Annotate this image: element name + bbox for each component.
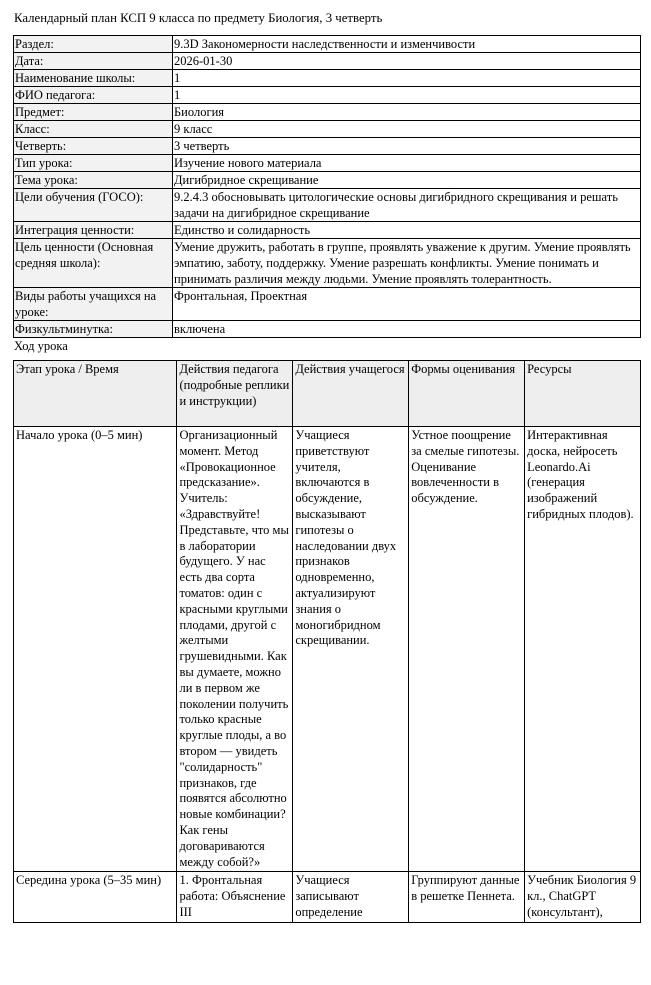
meta-label: Раздел: <box>14 36 173 53</box>
column-header: Действия педагога (подробные реплики и инструкции) <box>177 361 293 427</box>
column-header: Действия учащегося <box>293 361 409 427</box>
meta-label: Класс: <box>14 121 173 138</box>
meta-value: 9.3D Закономерности наследственности и изменчивости <box>173 36 641 53</box>
meta-value: 3 четверть <box>173 138 641 155</box>
meta-row <box>14 189 641 222</box>
meta-row <box>14 121 641 138</box>
meta-value: Изучение нового материала <box>173 155 641 172</box>
lesson-cell: Начало урока (0–5 мин) <box>14 427 177 872</box>
meta-row <box>14 87 641 104</box>
lesson-row <box>14 427 641 872</box>
meta-label: Цель ценности (Основная средняя школа): <box>14 239 173 288</box>
lesson-flow-table <box>13 360 641 923</box>
meta-label: Тема урока: <box>14 172 173 189</box>
lesson-heading: Ход урока <box>14 339 68 353</box>
lesson-cell: Учащиеся записывают определение <box>293 872 409 922</box>
lesson-header-row <box>14 361 641 427</box>
lesson-cell: Организационный момент. Метод «Провокационное предсказание». Учитель: «Здравствуйте! Представьте, что мы в лаборатории будущего. У нас есть два сорта томатов: один с красными круглыми плодами, другой с желтыми грушевидными. Как вы думаете, можно ли в первом же поколении получить только красные круглые плоды, а во втором — увидеть "солидарность" признаков, где появятся абсолютно новые комбинации? Как гены договариваются между собой?» <box>177 427 293 872</box>
lesson-meta-table <box>13 35 641 338</box>
meta-value: 9.2.4.3 обосновывать цитологические основы дигибридного скрещивания и решать задачи на дигибридное скрещивание <box>173 189 641 222</box>
meta-label: Наименование школы: <box>14 70 173 87</box>
lesson-cell: 1. Фронтальная работа: Объяснение III <box>177 872 293 922</box>
page-title: Календарный план КСП 9 класса по предмету Биология, 3 четверть <box>14 11 383 25</box>
meta-value: 1 <box>173 87 641 104</box>
meta-value: 2026-01-30 <box>173 53 641 70</box>
meta-value: Фронтальная, Проектная <box>173 288 641 321</box>
lesson-cell: Устное поощрение за смелые гипотезы. Оценивание вовлеченности в обсуждение. <box>409 427 525 872</box>
column-header: Ресурсы <box>525 361 641 427</box>
meta-row <box>14 138 641 155</box>
column-header: Формы оценивания <box>409 361 525 427</box>
meta-row <box>14 321 641 338</box>
meta-row <box>14 155 641 172</box>
meta-value: Единство и солидарность <box>173 222 641 239</box>
meta-label: Цели обучения (ГОСО): <box>14 189 173 222</box>
lesson-cell: Учащиеся приветствуют учителя, включаются в обсуждение, высказывают гипотезы о наследовании двух признаков одновременно, актуализируют знания о моногибридном скрещивании. <box>293 427 409 872</box>
meta-label: ФИО педагога: <box>14 87 173 104</box>
meta-label: Предмет: <box>14 104 173 121</box>
meta-label: Виды работы учащихся на уроке: <box>14 288 173 321</box>
column-header: Этап урока / Время <box>14 361 177 427</box>
lesson-cell: Группируют данные в решетке Пеннета. <box>409 872 525 922</box>
meta-row <box>14 70 641 87</box>
meta-value: Умение дружить, работать в группе, проявлять уважение к другим. Умение проявлять эмпатию, заботу, поддержку. Умение разрешать конфликты. Умение понимать и принимать различия между людьми. Умение проявлять толерантность. <box>173 239 641 288</box>
meta-row <box>14 172 641 189</box>
meta-label: Физкультминутка: <box>14 321 173 338</box>
meta-label: Четверть: <box>14 138 173 155</box>
lesson-row <box>14 872 641 922</box>
meta-value: 9 класс <box>173 121 641 138</box>
meta-value: включена <box>173 321 641 338</box>
meta-label: Дата: <box>14 53 173 70</box>
meta-row <box>14 36 641 53</box>
lesson-cell: Интерактивная доска, нейросеть Leonardo.Ai (генерация изображений гибридных плодов). <box>525 427 641 872</box>
meta-row <box>14 53 641 70</box>
meta-row <box>14 222 641 239</box>
meta-value: Биология <box>173 104 641 121</box>
meta-row <box>14 239 641 288</box>
lesson-cell: Середина урока (5–35 мин) <box>14 872 177 922</box>
meta-value: 1 <box>173 70 641 87</box>
meta-row <box>14 288 641 321</box>
meta-label: Тип урока: <box>14 155 173 172</box>
meta-value: Дигибридное скрещивание <box>173 172 641 189</box>
meta-label: Интеграция ценности: <box>14 222 173 239</box>
lesson-cell: Учебник Биология 9 кл., ChatGPT (консультант), <box>525 872 641 922</box>
meta-row <box>14 104 641 121</box>
